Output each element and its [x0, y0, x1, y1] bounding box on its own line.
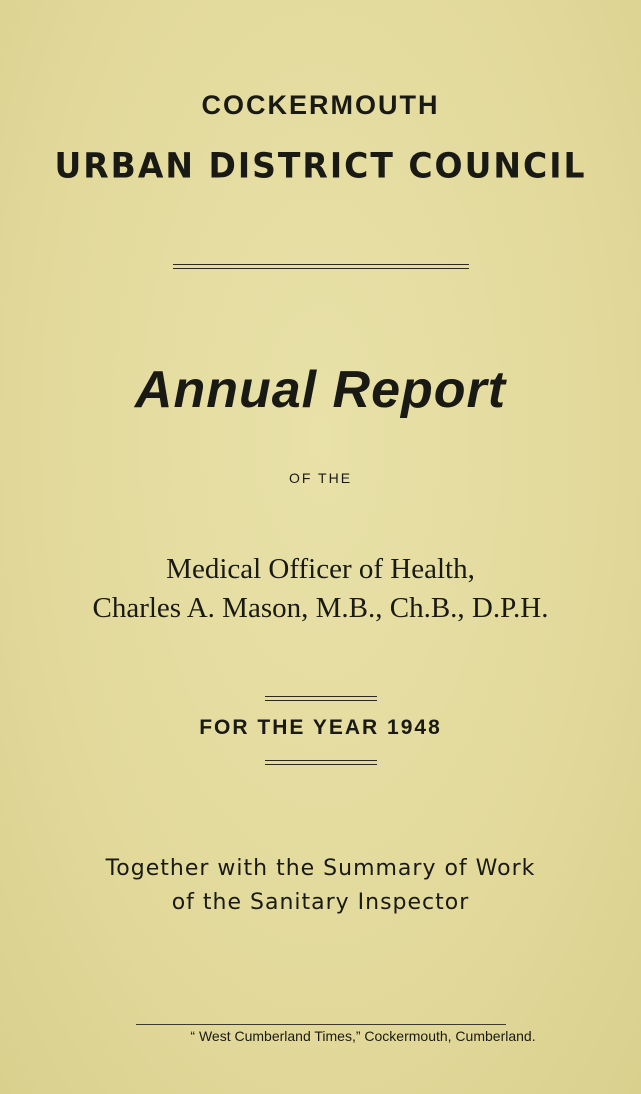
double-rule-divider [265, 760, 377, 765]
summary-line-1: Together with the Summary of Work [105, 856, 536, 881]
officer-name: Charles A. Mason, M.B., Ch.B., D.P.H. [92, 592, 549, 624]
double-rule-divider [265, 696, 377, 701]
of-the-label: OF THE [288, 470, 353, 486]
town-name: COCKERMOUTH [201, 90, 440, 120]
report-title: Annual Report [134, 361, 507, 419]
double-rule-divider [173, 264, 469, 269]
council-name: URBAN DISTRICT COUNCIL [54, 145, 587, 186]
report-year: FOR THE YEAR 1948 [199, 716, 442, 739]
summary-line-2: of the Sanitary Inspector [171, 890, 470, 915]
officer-title: Medical Officer of Health, [166, 553, 475, 585]
printer-credit: “ West Cumberland Times,” Cockermouth, Cumberland. [190, 1028, 536, 1044]
printer-rule [136, 1024, 506, 1025]
